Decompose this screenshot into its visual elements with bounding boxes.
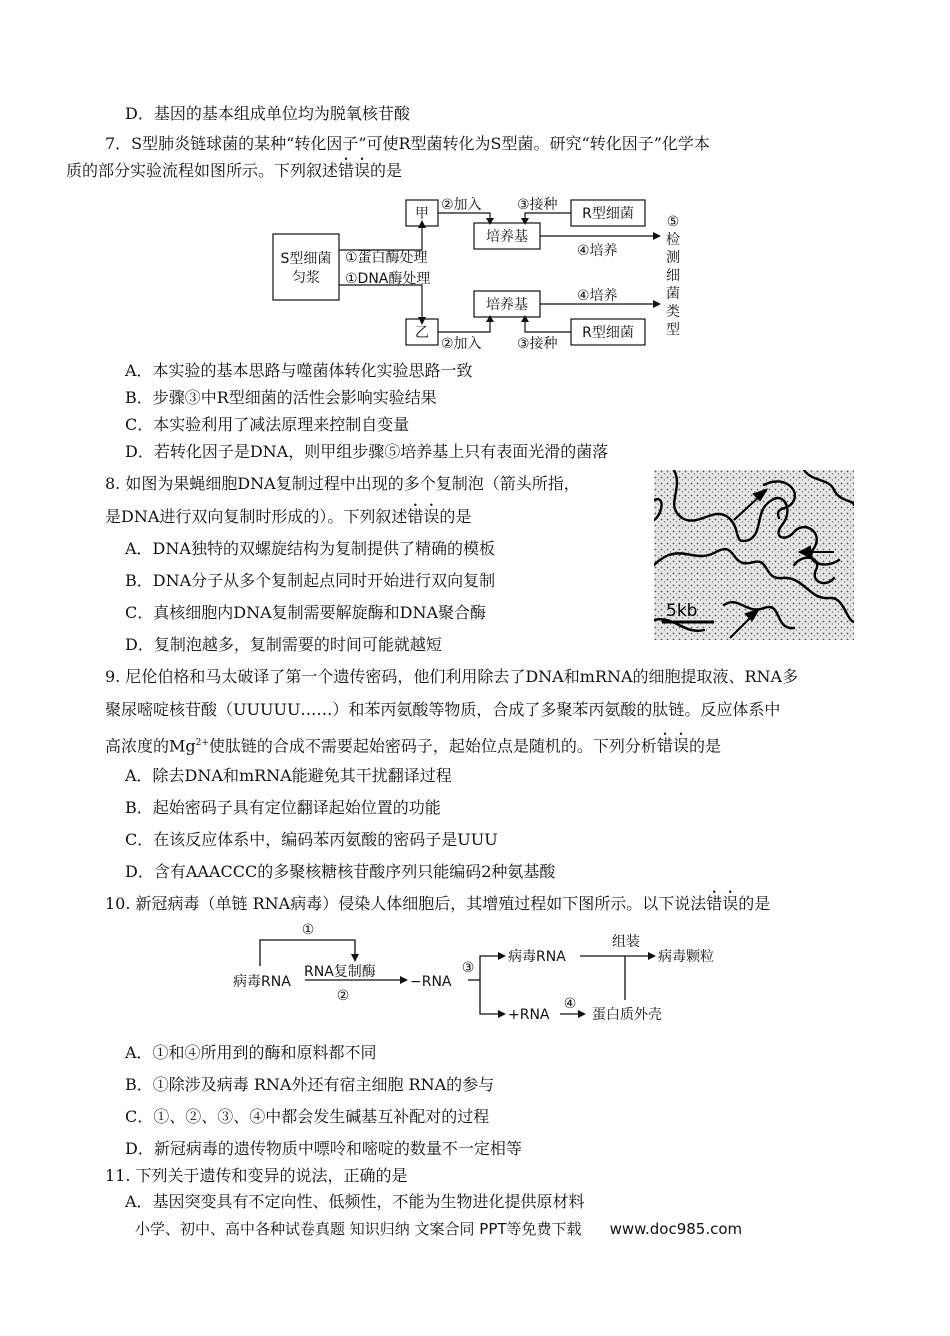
step5-char: 细	[666, 268, 680, 284]
q9-option-b: B．起始密码子具有定位翻译起始位置的功能	[125, 798, 441, 817]
neg-rna: −RNA	[410, 974, 452, 990]
step5-char: 型	[666, 322, 680, 338]
step5-char: 菌	[666, 286, 680, 302]
step2-top: ②加入	[441, 197, 482, 213]
q7-diagram	[265, 190, 705, 360]
label-2: ②	[336, 988, 350, 1004]
q7-option-c: C．本实验利用了减法原理来控制自变量	[125, 415, 410, 434]
s-box-line1: S型细菌	[280, 251, 332, 267]
q10-option-c: C．①、②、③、④中都会发生碱基互补配对的过程	[125, 1107, 490, 1126]
q6-option-d: D．基因的基本组成单位均为脱氧核苷酸	[125, 104, 410, 123]
q7-option-a: A．本实验的基本思路与噬菌体转化实验思路一致	[125, 361, 473, 380]
q10-stem-line1: 10. 新冠病毒（单链 RNA病毒）侵染人体细胞后，其增殖过程如下图所示。以下说法错误的是	[105, 894, 771, 913]
step5-char: 检	[666, 232, 680, 248]
yi-label: 乙	[415, 325, 429, 341]
footer	[135, 1219, 742, 1239]
step5-char: 类	[666, 304, 680, 320]
q9-stem-line1: 9. 尼伦伯格和马太破译了第一个遗传密码，他们利用除去了DNA和mRNA的细胞提取液、RNA多	[105, 667, 799, 686]
virus-rna-product: 病毒RNA	[508, 949, 566, 965]
label-4: ④	[563, 996, 577, 1012]
q10-option-d: D．新冠病毒的遗传物质中嘌呤和嘧啶的数量不一定相等	[125, 1139, 522, 1158]
step1-dnase: ①DNA酶处理	[345, 271, 431, 287]
step5-char: 测	[666, 250, 680, 266]
step3-bottom: ③接种	[517, 336, 558, 352]
step4-bottom: ④培养	[577, 288, 618, 304]
q10-diagram	[230, 920, 750, 1030]
q10-option-a: A．①和④所用到的酶和原料都不同	[125, 1043, 377, 1062]
footer-url[interactable]: www.doc985.com	[609, 1220, 743, 1238]
q8-micrograph	[654, 470, 854, 640]
s-box-line2: 匀浆	[292, 270, 320, 286]
medium-top: 培养基	[486, 229, 528, 245]
q8-stem-line1: 8. 如图为果蝇细胞DNA复制过程中出现的多个复制泡（箭头所指，	[105, 474, 580, 493]
q7-option-b: B．步骤③中R型细菌的活性会影响实验结果	[125, 388, 437, 407]
step4-top: ④培养	[577, 243, 618, 259]
medium-bottom: 培养基	[486, 297, 528, 313]
q11-stem: 11. 下列关于遗传和变异的说法，正确的是	[105, 1166, 408, 1185]
q7-stem-line2: 质的部分实验流程如图所示。下列叙述错误的是	[66, 161, 403, 180]
pos-rna: +RNA	[508, 1007, 550, 1023]
q11-option-a: A．基因突变具有不定向性、低频性，不能为生物进化提供原材料	[125, 1192, 585, 1211]
q9-option-c: C．在该反应体系中，编码苯丙氨酸的密码子是UUU	[125, 830, 498, 849]
step2-bottom: ②加入	[441, 336, 482, 352]
q8-option-a: A．DNA独特的双螺旋结构为复制提供了精确的模板	[125, 539, 495, 558]
q9-stem-line2: 聚尿嘧啶核苷酸（UUUUU……）和苯丙氨酸等物质，合成了多聚苯丙氨酸的肽链。反应体系中	[105, 700, 781, 719]
scale-bar-label: 5kb	[666, 601, 698, 621]
footer-text: 小学、初中、高中各种试卷真题 知识归纳 文案合同 PPT等免费下载	[135, 1220, 582, 1238]
protein-capsid: 蛋白质外壳	[592, 1007, 662, 1023]
step3-top: ③接种	[517, 197, 558, 213]
q7-stem-line1: 7．S型肺炎链球菌的某种“转化因子”可使R型菌转化为S型菌。研究“转化因子”化学本	[105, 134, 710, 153]
replicase-label: RNA复制酶	[304, 964, 376, 980]
q9-stem-line3: 高浓度的$Mg^{2+}$使肽链的合成不需要起始密码子，起始位点是随机的。下列分析错误的是	[105, 736, 721, 756]
q8-option-d: D．复制泡越多，复制需要的时间可能就越短	[125, 635, 442, 654]
step5-char: ⑤	[666, 214, 680, 230]
label-1: ①	[301, 922, 315, 938]
virus-particle: 病毒颗粒	[658, 949, 714, 965]
virus-rna-source: 病毒RNA	[233, 974, 291, 990]
q10-option-b: B．①除涉及病毒 RNA外还有宿主细胞 RNA的参与	[125, 1075, 495, 1094]
step1-protease: ①蛋白酶处理	[345, 250, 428, 266]
q8-option-b: B．DNA分子从多个复制起点同时开始进行双向复制	[125, 571, 496, 590]
jia-label: 甲	[415, 206, 429, 222]
q9-option-d: D．含有AAACCC的多聚核糖核苷酸序列只能编码2种氨基酸	[125, 862, 556, 881]
s-bacteria-box	[273, 234, 339, 300]
q8-option-c: C．真核细胞内DNA复制需要解旋酶和DNA聚合酶	[125, 603, 487, 622]
q7-option-d: D．若转化因子是DNA，则甲组步骤⑤培养基上只有表面光滑的菌落	[125, 442, 609, 461]
assemble-label: 组装	[612, 934, 640, 950]
r-bacteria-top: R型细菌	[582, 206, 634, 222]
q9-option-a: A．除去DNA和mRNA能避免其干扰翻译过程	[125, 766, 452, 785]
q8-stem-line2: 是DNA进行双向复制时形成的）。下列叙述错误的是	[105, 507, 472, 526]
label-3: ③	[461, 960, 475, 976]
r-bacteria-bottom: R型细菌	[582, 325, 634, 341]
